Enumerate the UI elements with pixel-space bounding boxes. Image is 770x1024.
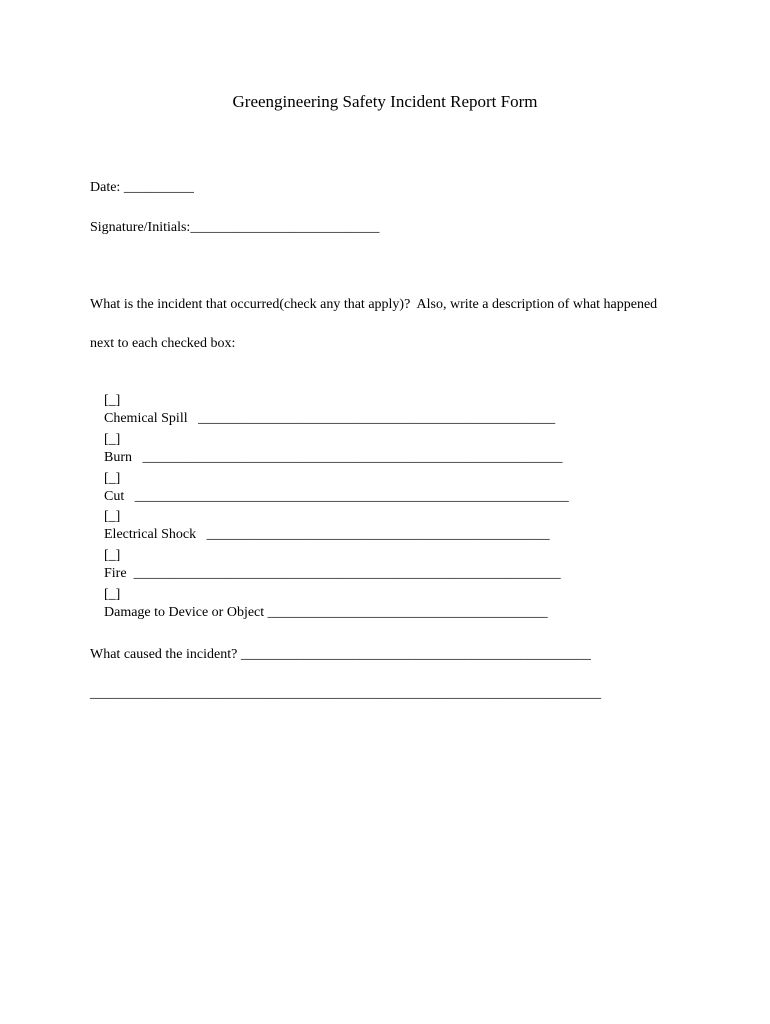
description-damage[interactable]: ________________________________________ (264, 605, 548, 620)
incident-question-line-1: What is the incident that occurred(check any that apply)? Also, write a description of what happened (90, 297, 658, 312)
incident-item-damage (90, 568, 548, 640)
label-electrical-shock: Electrical Shock (104, 527, 197, 542)
label-burn: Burn (104, 450, 132, 465)
date-field[interactable]: Date: __________ (90, 180, 194, 195)
description-burn[interactable]: ____________________________________________________________ (132, 450, 563, 465)
checkbox-burn[interactable]: [_] (104, 432, 121, 447)
checkbox-electrical-shock[interactable]: [_] (104, 509, 121, 524)
cause-question-line-2[interactable]: _________________________________________________________________________ (90, 686, 601, 701)
label-fire: Fire (104, 566, 127, 581)
checkbox-cut[interactable]: [_] (104, 471, 121, 486)
description-fire[interactable]: _____________________________________________________________ (126, 566, 561, 581)
label-cut: Cut (104, 489, 125, 504)
checkbox-fire[interactable]: [_] (104, 548, 121, 563)
description-cut[interactable]: ______________________________________________________________ (124, 489, 569, 504)
form-title: Greengineering Safety Incident Report Form (232, 92, 538, 111)
checkbox-damage[interactable]: [_] (104, 587, 121, 602)
description-chemical-spill[interactable]: ___________________________________________________ (187, 411, 556, 426)
incident-question-line-2: next to each checked box: (90, 336, 236, 351)
label-damage: Damage to Device or Object (104, 605, 265, 620)
description-electrical-shock[interactable]: _________________________________________________ (196, 527, 550, 542)
signature-field[interactable]: Signature/Initials:___________________________ (90, 220, 380, 235)
checkbox-chemical-spill[interactable]: [_] (104, 393, 121, 408)
label-chemical-spill: Chemical Spill (104, 411, 188, 426)
cause-question-line-1[interactable]: What caused the incident? __________________________________________________ (90, 647, 591, 662)
